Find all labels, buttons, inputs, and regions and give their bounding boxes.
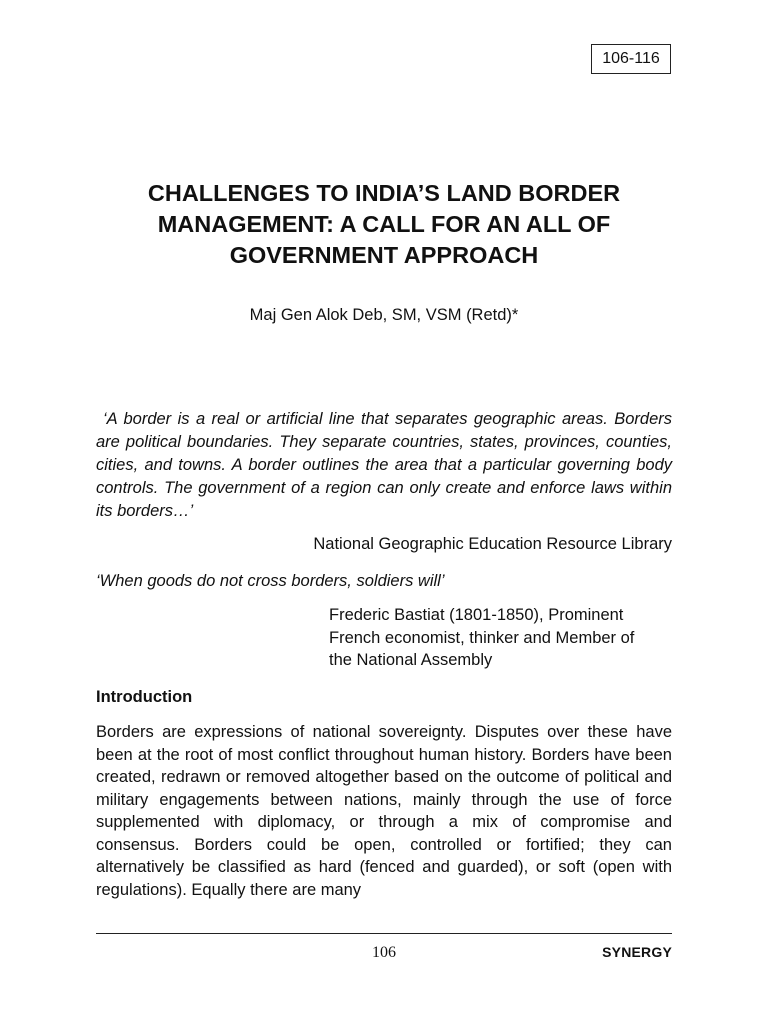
section-heading: Introduction	[96, 688, 193, 706]
page-number: 106	[372, 944, 396, 961]
epigraph-attribution-1: National Geographic Education Resource Library	[313, 535, 672, 553]
epigraph-quote-2: ‘When goods do not cross borders, soldiers will’	[96, 572, 445, 590]
author-byline: Maj Gen Alok Deb, SM, VSM (Retd)*	[249, 306, 519, 324]
title-line-1: CHALLENGES TO INDIA’S LAND BORDER	[147, 180, 621, 206]
article-title	[96, 178, 672, 271]
epigraph-quote-1: ‘A border is a real or artificial line that separates geographic areas. Borders are political boundaries. They separate countries, states, provinces, counties, cities, and towns. A border outlines the area that a particular governing body controls. The government of a region can only create and enforce laws within its borders…’	[96, 410, 672, 520]
footer-divider	[96, 933, 672, 934]
title-line-2: MANAGEMENT: A CALL FOR AN ALL OF	[157, 211, 611, 237]
title-line-3: GOVERNMENT APPROACH	[229, 242, 539, 268]
body-paragraph: Borders are expressions of national sovereignty. Disputes over these have been at the root of most conflict throughout human history. Borders have been created, redrawn or removed altogether based on the outcome of political and military engagements between nations, mainly through the use of force supplemented with diplomacy, or through a mix of compromise and consensus. Borders could be open, controlled or fortified; they can alternatively be classified as hard (fenced and guarded), or soft (open with regulations). Equally there are many	[96, 723, 672, 899]
page-range-box: 106-116	[591, 44, 671, 74]
attribution-2-line-1: Frederic Bastiat (1801-1850), Prominent	[329, 606, 624, 624]
journal-name: SYNERGY	[602, 944, 672, 960]
attribution-2-line-3: the National Assembly	[329, 651, 493, 669]
attribution-2-line-2: French economist, thinker and Member of	[329, 628, 635, 647]
epigraph-attribution-2	[329, 604, 679, 672]
